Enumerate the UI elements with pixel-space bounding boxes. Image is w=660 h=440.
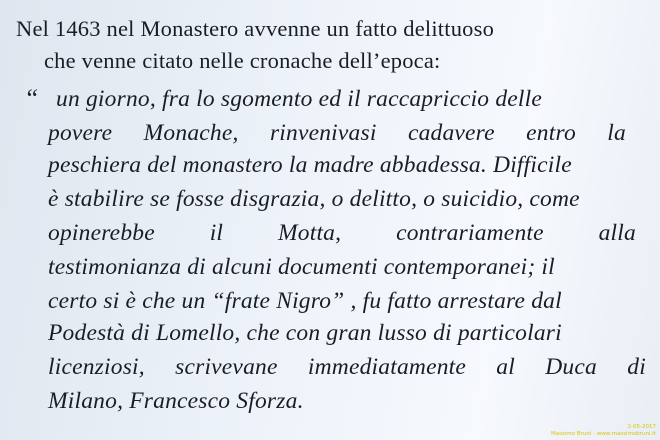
quote-word: Monache, — [143, 120, 239, 146]
quote-line-1: un giorno, fra lo sgomento ed il raccapriccio delle — [56, 86, 543, 112]
quote-word: Duca — [545, 354, 597, 380]
quote-word: di — [627, 354, 646, 380]
intro-line-1: Nel 1463 nel Monastero avvenne un fatto delittuoso — [16, 16, 495, 41]
quote-line-10: Milano, Francesco Sforza. — [48, 388, 304, 414]
quote-word: al — [496, 354, 515, 380]
quote-line-4: è stabilire se fosse disgrazia, o delitto, o suicidio, come — [48, 186, 580, 212]
quote-word: scrivevane — [175, 354, 278, 380]
open-quote-mark: “ — [24, 84, 39, 113]
quote-word: cadavere — [407, 120, 495, 146]
quote-word: alla — [598, 220, 636, 246]
quote-word: Motta, — [278, 220, 342, 246]
quote-word: il — [209, 220, 224, 246]
quote-word: povere — [48, 120, 113, 146]
quote-word: contrariamente — [396, 220, 544, 246]
quote-word: licenziosi, — [48, 354, 145, 380]
intro-line-2: che venne citato nelle cronache dell’epoca: — [44, 48, 441, 73]
quote-line-8: Podestà di Lomello, che con gran lusso di particolari — [48, 320, 562, 346]
quote-word: opinerebbe — [48, 220, 155, 246]
quote-line-9 — [48, 352, 646, 382]
watermark-date: 2-05-2017 — [627, 424, 656, 430]
watermark — [551, 424, 656, 438]
watermark-credit: Massimo Bruni - www.massimobruni.it — [551, 431, 656, 437]
quote-line-7: certo si è che un “frate Nigro” , fu fatto arrestare dal — [48, 288, 562, 314]
quote-line-6: testimonianza di alcuni documenti contemporanei; il — [48, 254, 555, 280]
quote-line-3: peschiera del monastero la madre abbadessa. Difficile — [48, 152, 572, 178]
quote-line-2 — [48, 118, 626, 148]
quote-word: rinvenivasi — [269, 120, 377, 146]
quote-word: entro — [526, 120, 576, 146]
quote-word: la — [607, 120, 626, 146]
quote-word: immediatamente — [307, 354, 467, 380]
quote-line-5 — [48, 218, 636, 248]
